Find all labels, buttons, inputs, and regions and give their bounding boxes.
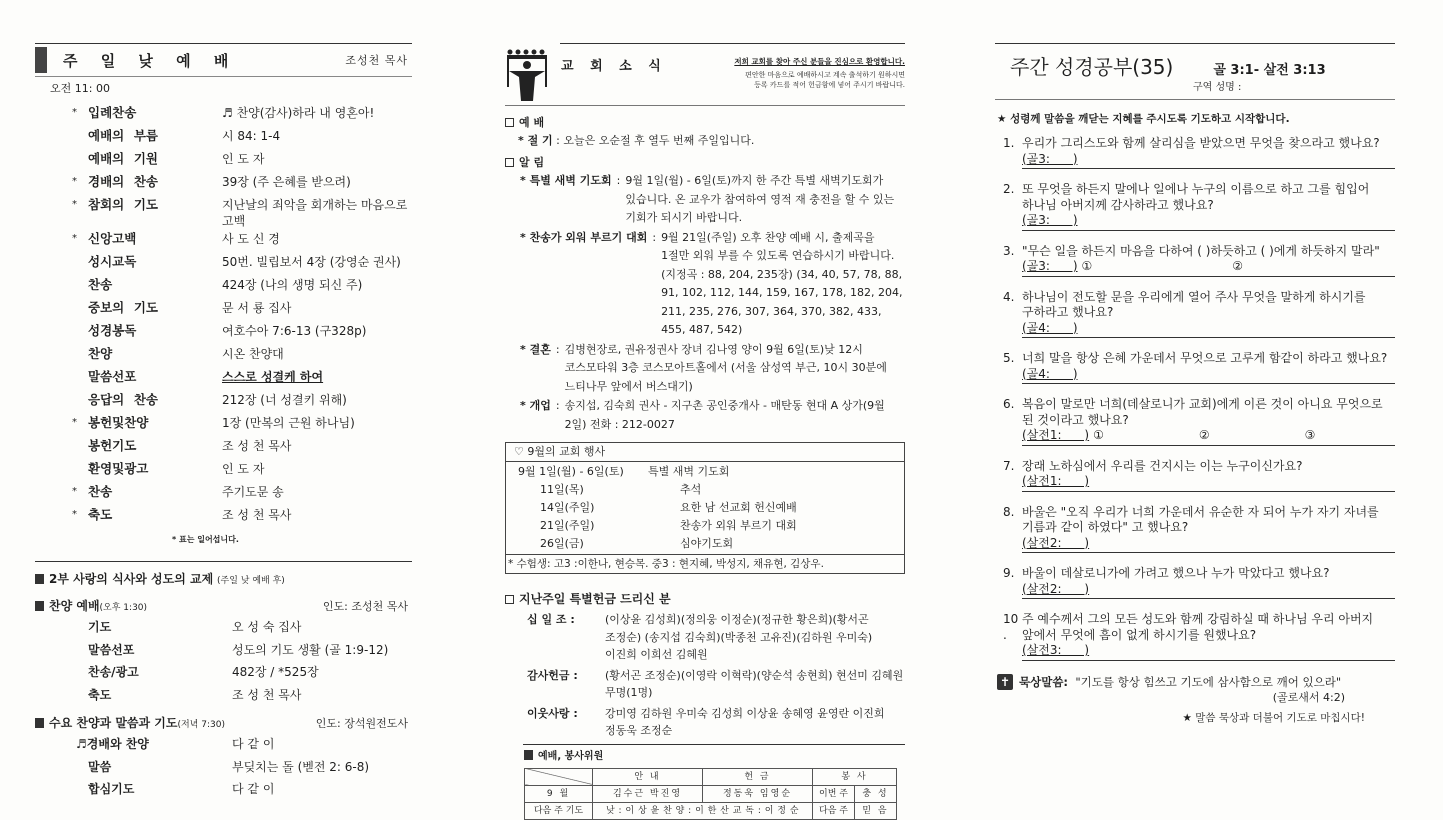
standing-marker <box>72 300 88 321</box>
answer-line[interactable] <box>1022 259 1395 277</box>
table-cell: 이번 주 <box>813 785 855 802</box>
offering-type: 십 일 조 : <box>527 613 575 626</box>
question-text: 우리가 그리스도와 함께 살리심을 받았으면 무엇을 찾으라고 했나요? <box>1022 136 1380 150</box>
program-label-cell <box>88 254 222 275</box>
program-value: 다 같 이 <box>232 782 275 796</box>
notice-item <box>505 341 905 397</box>
exam-students-note: * 수험생: 고3 :이한나, 현승목. 중3 : 현지혜, 박성지, 채유현, 김상우. <box>506 554 904 573</box>
question-body <box>1022 182 1395 231</box>
event-row <box>506 463 904 481</box>
program-label: 찬송/광고 <box>88 665 139 679</box>
program-label-cell <box>88 174 222 195</box>
table-row <box>525 802 897 819</box>
sunday-service-panel <box>35 43 412 801</box>
program-label-cell <box>88 759 232 779</box>
program-label: 중보의 기도 <box>88 300 158 315</box>
question-number: 5. <box>1003 351 1015 365</box>
question-text: 장래 노하심에서 우리를 건지시는 이는 누구이신가요? <box>1022 458 1303 473</box>
program-row <box>35 733 412 756</box>
offering-type: 감사헌금 : <box>527 668 578 682</box>
notice-text: 9월 21일(주일) 오후 찬양 예배 시, 출제곡을 1절만 외워 부를 수 있도록 연습하시기 바랍니다. (지정곡 : 88, 204, 235장) (34, 40, 57, 78, 88, 91, 102, 112, 144, 159, 167, 178, 182, 204, 211, 235, 276, 307, 364, 370, 382, 433, 455, 487, 542) <box>661 230 903 336</box>
program-label-cell <box>88 369 222 390</box>
program-label-cell <box>88 300 222 321</box>
table-cell <box>525 768 593 785</box>
program-value: 50번. 빌립보서 4장 (강영순 권사) <box>222 255 401 269</box>
question-body <box>1022 612 1395 661</box>
square-bullet-icon <box>35 574 44 584</box>
program-label: 말씀 <box>88 759 112 774</box>
scripture-reference: (골3: ) <box>1022 213 1078 227</box>
event-name: 특별 새벽 기도회 <box>648 465 730 478</box>
offering-row <box>505 611 905 664</box>
program-row <box>35 321 412 344</box>
program-value: 조 성 천 목사 <box>222 508 292 522</box>
question-number: 8. <box>1003 504 1015 519</box>
program-value: 성도의 기도 생활 (골 1:9-12) <box>232 642 389 657</box>
question-text: 복음이 말로만 너희(데살로니가 교회)에게 이른 것이 아니요 무엇으로 된 것이라고 했나요? <box>1022 397 1383 427</box>
standing-marker <box>72 369 88 390</box>
study-question <box>1003 182 1395 231</box>
program-label: 예배의 기원 <box>88 151 158 166</box>
program-label: 찬송 <box>88 484 113 499</box>
question-text: 또 무엇을 하든지 말에나 일에나 누구의 이름으로 하고 그를 힘입어 하나님 아버지께 감사하라고 했나요? <box>1022 182 1370 212</box>
bible-icon: ✝ <box>997 674 1013 690</box>
program-row <box>35 195 412 229</box>
program-value: 인 도 자 <box>222 152 265 166</box>
program-row <box>35 684 412 707</box>
table-cell: 낮 : 이 상 윤 찬 양 : 이 한 산 교 독 : 이 정 순 <box>593 802 813 819</box>
program-row <box>35 298 412 321</box>
standing-marker <box>72 346 88 367</box>
wednesday-service-heading: 수요 찬양과 말씀과 기도(저녁 7:30) 인도: 장석원전도사 <box>35 715 412 733</box>
service-header <box>35 43 412 77</box>
study-question <box>1003 136 1395 169</box>
notice-text: 9월 1일(월) - 6일(토)까지 한 주간 특별 새벽기도회가 있습니다. 온 교우가 참여하여 영적 재 충전을 할 수 있는 기회가 되시기 바랍니다. <box>625 174 895 224</box>
season-note: * 절 기 : 오늘은 오순절 후 열두 번째 주일입니다. <box>518 134 755 147</box>
answer-blank-marker: ② <box>1198 428 1210 442</box>
program-label-cell <box>88 507 222 528</box>
standing-marker <box>72 392 88 413</box>
program-label-cell <box>88 642 232 662</box>
program-label-cell <box>88 619 232 639</box>
program-label-cell <box>88 231 222 252</box>
program-label: 축도 <box>88 507 113 522</box>
program-value: 지난날의 죄악을 회개하는 마음으로 고백 <box>222 198 408 228</box>
checkbox-icon <box>505 158 514 167</box>
program-row <box>35 126 412 149</box>
program-label-cell <box>88 323 222 344</box>
table-cell: 9 월 <box>525 785 593 802</box>
study-range: 골 3:1- 살전 3:13 <box>1213 63 1326 78</box>
question-number: 1. <box>1003 136 1015 150</box>
answer-line[interactable] <box>1022 536 1395 554</box>
program-value: 482장 / *525장 <box>232 665 319 679</box>
program-label: 말씀선포 <box>88 369 137 384</box>
notice-title: * 특별 새벽 기도회 <box>520 174 612 187</box>
program-label: 신앙고백 <box>88 231 137 246</box>
program-label: 봉헌및찬양 <box>88 415 149 430</box>
program-value: 다 같 이 <box>232 737 275 751</box>
notice-title: * 개업 <box>520 399 551 412</box>
program-label: 참회의 기도 <box>88 197 158 212</box>
question-text: "무슨 일을 하든지 마음을 다하여 ( )하듯하고 ( )에게 하듯하지 말라" <box>1022 243 1380 258</box>
name-field-label: 구역 성명 : <box>1193 82 1242 93</box>
news-header <box>505 43 905 106</box>
answer-line[interactable] <box>1022 321 1395 339</box>
program-label-cell <box>88 781 232 801</box>
program-value: 문 서 룡 집사 <box>222 301 292 315</box>
program-value: 여호수아 7:6-13 (구328p) <box>222 324 367 338</box>
question-body <box>1022 505 1395 554</box>
scripture-reference: (골3: ) <box>1022 151 1078 166</box>
notice-text: 송지섭, 김숙희 권사 - 지구촌 공인중개사 - 매탄동 현대 A 상가(9월 2일) 전화 : 212-0027 <box>564 399 885 431</box>
program-value: 주기도문 송 <box>222 485 284 499</box>
question-number: 2. <box>1003 182 1015 196</box>
program-label-cell <box>88 415 222 436</box>
scripture-reference: (골4: ) <box>1022 320 1078 335</box>
wednesday-leader: 인도: 장석원전도사 <box>315 717 408 730</box>
table-row <box>525 768 897 785</box>
program-value: 스스로 성결케 하여 <box>222 370 324 384</box>
question-text: 너희 말을 항상 은혜 가운데서 무엇으로 고루게 함같이 하라고 했나요? <box>1022 351 1388 365</box>
answer-line[interactable] <box>1022 428 1395 446</box>
program-label-cell <box>88 105 222 126</box>
preacher: 조성천 목사 <box>345 54 408 67</box>
praise-leader: 인도: 조성천 목사 <box>322 600 408 613</box>
study-question <box>1003 612 1395 661</box>
answer-line[interactable] <box>1022 152 1395 170</box>
program-label: 환영및광고 <box>88 461 149 476</box>
scripture-reference: (살전2: ) <box>1022 535 1090 550</box>
divider <box>35 561 412 562</box>
event-name: 찬송가 외워 부르기 대회 <box>680 519 797 532</box>
checkbox-icon <box>505 118 514 127</box>
event-date: 9월 1일(월) - 6일(토) <box>518 465 624 478</box>
events-list <box>506 462 904 554</box>
program-label-cell <box>88 197 222 229</box>
program-value: 424장 (나의 생명 되신 주) <box>222 278 363 292</box>
question-number: 6. <box>1003 397 1015 411</box>
program-label-cell <box>76 736 232 756</box>
scripture-reference: (살전1: ) <box>1022 474 1090 488</box>
study-question <box>1003 505 1395 554</box>
question-text: 바울이 데살로니가에 가려고 했으나 누가 막았다고 했나요? <box>1022 566 1330 580</box>
separator: : <box>652 230 657 244</box>
scripture-reference: (살전1: ) <box>1022 428 1090 442</box>
notices-heading: 알 림 <box>505 154 905 172</box>
program-value: 인 도 자 <box>222 462 265 476</box>
notice-item <box>505 172 905 228</box>
program-label: 응답의 찬송 <box>88 392 158 407</box>
question-number: 7. <box>1003 458 1015 473</box>
event-name: 심야기도회 <box>680 537 734 550</box>
answer-line[interactable] <box>1022 643 1395 661</box>
program-row <box>35 639 412 662</box>
standing-marker: * <box>72 176 77 187</box>
program-value: 39장 (주 은혜를 받으려) <box>222 175 351 189</box>
program-value: 오 성 숙 집사 <box>232 620 302 634</box>
church-choir-logo-icon <box>505 47 551 101</box>
study-question <box>1003 397 1395 446</box>
question-text: 주 예수께서 그의 모든 성도와 함께 강림하실 때 하나님 우리 아버지 앞에서 무엇에 흠이 없게 하시기를 원했나요? <box>1022 612 1374 642</box>
offering-row <box>505 705 905 740</box>
program-row <box>35 275 412 298</box>
program-row <box>35 344 412 367</box>
question-number: 9. <box>1003 566 1015 580</box>
standing-marker <box>72 461 88 482</box>
program-value: 사 도 신 경 <box>222 232 280 246</box>
answer-line[interactable] <box>1022 213 1395 231</box>
table-header: 봉 사 <box>813 768 897 785</box>
table-cell: 다음 주 기도 <box>525 802 593 819</box>
program-row <box>35 661 412 684</box>
scripture-reference: (골4: ) <box>1022 366 1078 381</box>
program-label: 기도 <box>88 620 112 634</box>
standing-marker: * <box>72 509 77 520</box>
offering-names: (이상윤 김성희)(정의웅 이정순)(정규한 황은희)(황서곤 조정순) (송지섭 김숙희)(박종천 고유진)(김하원 우미숙) 이진희 이희선 김혜원 <box>605 613 873 661</box>
program-row <box>35 505 412 528</box>
event-date: 21일(주일) <box>540 519 595 532</box>
staff-heading: 예배, 봉사위원 <box>524 750 905 764</box>
program-label: ♬경배와 찬양 <box>76 737 149 751</box>
program-row <box>35 172 412 195</box>
closing-note: ★ 말씀 묵상과 더불어 기도로 마칩시다! <box>1182 711 1365 724</box>
meditation-verse: ✝ 묵상말씀: "기도를 항상 힘쓰고 기도에 삼사함으로 깨어 있으라" <box>995 674 1395 690</box>
scripture-reference: (골3: ) <box>1022 259 1078 273</box>
divider <box>523 744 905 745</box>
events-title: ♡ 9월의 교회 행사 <box>506 443 904 462</box>
monthly-events-box <box>505 442 905 574</box>
program-row <box>35 252 412 275</box>
standing-marker: * <box>72 107 77 118</box>
question-text: 하나님이 전도할 문을 우리에게 열어 주사 무엇을 말하게 하시기를 구하라고 했나요? <box>1022 289 1366 319</box>
answer-line[interactable] <box>1022 582 1395 600</box>
table-cell: 충 성 <box>855 785 897 802</box>
answer-line[interactable] <box>1022 474 1395 492</box>
program-label-cell <box>88 484 222 505</box>
separator: : <box>555 399 560 412</box>
question-text: 바울은 "오직 우리가 너희 가운데서 유순한 자 되어 누가 자기 자녀를 기름과 같이 하였다" 고 했나요? <box>1022 504 1379 534</box>
offering-names: (황서곤 조정순)(이영락 이혁락)(양순석 송현희) 현선미 김혜원 무명(1명) <box>605 668 904 699</box>
program-row <box>35 778 412 801</box>
standing-marker <box>72 438 88 459</box>
program-value: 조 성 천 목사 <box>232 687 302 702</box>
program-value: 조 성 천 목사 <box>222 439 292 453</box>
meditation-ref: (골로새서 4:2) <box>1272 690 1345 704</box>
table-row <box>525 785 897 802</box>
offering-type: 이웃사랑 : <box>527 706 578 720</box>
program-label: 축도 <box>88 687 112 702</box>
question-list <box>995 136 1395 661</box>
event-date: 26일(금) <box>540 537 584 550</box>
table-header: 헌 금 <box>703 768 813 785</box>
welcome-line: 저희 교회를 찾아 주신 분들을 진심으로 환영합니다. <box>734 57 905 66</box>
program-row <box>35 756 412 779</box>
study-question <box>1003 459 1395 492</box>
notice-item <box>505 397 905 434</box>
event-row <box>506 517 904 535</box>
question-number: 10. <box>1003 612 1019 642</box>
program-value: 212장 (너 성결키 위해) <box>222 393 347 407</box>
event-date: 11일(목) <box>540 483 584 496</box>
program-row <box>35 367 412 390</box>
answer-blank-marker: ① <box>1093 428 1104 442</box>
notice-title: * 결혼 <box>520 342 551 356</box>
event-name: 추석 <box>680 483 702 496</box>
question-number: 3. <box>1003 243 1015 258</box>
study-question <box>1003 244 1395 277</box>
standing-marker: * <box>72 233 77 244</box>
question-body <box>1022 290 1395 339</box>
separator: : <box>616 174 621 187</box>
praise-service-heading: 찬양 예배(오후 1:30) 인도: 조성천 목사 <box>35 598 412 616</box>
standing-marker <box>72 128 88 149</box>
study-header <box>995 43 1395 100</box>
study-question <box>1003 290 1395 339</box>
order-of-worship <box>35 103 412 528</box>
praise-service-order <box>35 616 412 706</box>
square-bullet-icon <box>35 718 44 728</box>
program-label: 성경봉독 <box>88 323 137 338</box>
welcome-message <box>734 47 905 90</box>
program-value: 1장 (만복의 근원 하나님) <box>222 416 355 430</box>
standing-marker: * <box>72 199 77 210</box>
answer-blank-marker: ② <box>1232 259 1244 273</box>
service-time: 오전 11: 00 <box>50 82 110 95</box>
program-value: 부딪치는 돌 (벧전 2: 6-8) <box>232 759 370 774</box>
event-row <box>506 481 904 499</box>
program-label: 성시교독 <box>88 254 137 269</box>
study-question <box>1003 566 1395 599</box>
offering-list <box>505 611 905 740</box>
program-label-cell <box>88 664 232 684</box>
standing-marker: * <box>72 486 77 497</box>
question-body <box>1022 459 1395 492</box>
program-row <box>35 616 412 639</box>
program-label: 찬송 <box>88 277 113 292</box>
welcome-line: 편안한 마음으로 예배하시고 계속 출석하기 원하시면 <box>745 71 905 79</box>
program-value: 시 84: 1-4 <box>222 129 281 143</box>
program-label: 찬양 <box>88 346 113 361</box>
question-body <box>1022 136 1395 169</box>
notice-list <box>505 172 905 434</box>
question-body <box>1022 351 1395 384</box>
program-label: 예배의 부름 <box>88 128 158 143</box>
answer-blank-marker: ③ <box>1304 428 1316 442</box>
opening-instruction: ★ 성령께 말씀을 깨닫는 지혜를 주시도록 기도하고 시작합니다. <box>997 113 1290 125</box>
table-cell: 믿 음 <box>855 802 897 819</box>
program-row <box>35 390 412 413</box>
program-row <box>35 149 412 172</box>
question-body <box>1022 566 1395 599</box>
event-row <box>506 535 904 553</box>
square-bullet-icon <box>524 750 533 760</box>
worship-heading: 예 배 <box>505 114 905 132</box>
program-label-cell <box>88 392 222 413</box>
table-cell: 다음 주 <box>813 802 855 819</box>
bible-study-panel <box>995 43 1395 726</box>
program-label-cell <box>88 346 222 367</box>
news-title: 교 회 소 식 <box>561 59 667 74</box>
program-row <box>35 103 412 126</box>
program-label-cell <box>88 461 222 482</box>
standing-marker <box>72 323 88 344</box>
program-label: 합심기도 <box>88 782 135 796</box>
program-value: ♬ 찬양(감사)하라 내 영혼아! <box>222 106 375 120</box>
welcome-line: 등록 카드를 적어 헌금함에 넣어 주시기 바랍니다. <box>754 81 905 89</box>
program-row <box>35 229 412 252</box>
table-header: 안 내 <box>593 768 703 785</box>
program-label-cell <box>88 128 222 149</box>
square-bullet-icon <box>35 601 44 611</box>
study-question <box>1003 351 1395 384</box>
section-marker-icon <box>35 47 47 73</box>
table-cell: 김수근 박진영 <box>593 785 703 802</box>
standing-marker <box>72 151 88 172</box>
church-news-panel <box>505 43 905 820</box>
event-date: 14일(주일) <box>540 501 595 514</box>
notice-title: * 찬송가 외워 부르기 대회 <box>520 230 648 244</box>
standing-marker: * <box>72 417 77 428</box>
scripture-reference: (살전2: ) <box>1022 581 1090 596</box>
scripture-reference: (살전3: ) <box>1022 643 1090 657</box>
program-label-cell <box>88 151 222 172</box>
event-row <box>506 499 904 517</box>
standing-footnote: * 표는 일어섭니다. <box>172 535 239 544</box>
program-label: 말씀선포 <box>88 642 135 657</box>
program-label-cell <box>88 438 222 459</box>
notice-item <box>505 229 905 340</box>
notice-text: 김병현장로, 권유정권사 장녀 김나영 양이 9월 6일(토)낮 12시 코스모타워 3층 코스모아트홀에서 (서울 삼성역 부근, 10시 30분에 느티나무 앞에서 버스대기) <box>564 342 887 393</box>
program-label: 입례찬송 <box>88 105 137 120</box>
answer-blank-marker: ① <box>1081 259 1093 273</box>
program-label-cell <box>88 687 232 707</box>
wednesday-service-order <box>35 733 412 801</box>
question-number: 4. <box>1003 289 1015 304</box>
offering-names: 강미영 김하원 우미숙 김성희 이상윤 송혜영 윤영란 이진희 정동욱 조정순 <box>605 706 885 737</box>
answer-line[interactable] <box>1022 367 1395 385</box>
staff-table <box>524 768 897 820</box>
program-row <box>35 413 412 436</box>
program-row <box>35 459 412 482</box>
standing-marker <box>72 254 88 275</box>
part2-heading: 2부 사랑의 식사와 성도의 교제 (주일 낮 예배 후) <box>35 571 412 589</box>
separator: : <box>555 342 560 356</box>
checkbox-icon <box>505 595 514 604</box>
program-row <box>35 482 412 505</box>
standing-marker <box>72 277 88 298</box>
event-name: 요한 남 선교회 헌신예배 <box>680 501 797 514</box>
study-title: 주간 성경공부(35) <box>1010 55 1174 79</box>
offering-heading: 지난주일 특별헌금 드리신 분 <box>505 590 905 608</box>
table-cell: 정동욱 임영순 <box>703 785 813 802</box>
program-label: 봉헌기도 <box>88 438 137 453</box>
question-body <box>1022 397 1395 446</box>
program-row <box>35 436 412 459</box>
service-title: 주 일 낮 예 배 <box>63 51 238 70</box>
program-value: 시온 찬양대 <box>222 347 284 361</box>
question-body <box>1022 244 1395 277</box>
program-label-cell <box>88 277 222 298</box>
program-label: 경배의 찬송 <box>88 174 158 189</box>
offering-row <box>505 667 905 702</box>
